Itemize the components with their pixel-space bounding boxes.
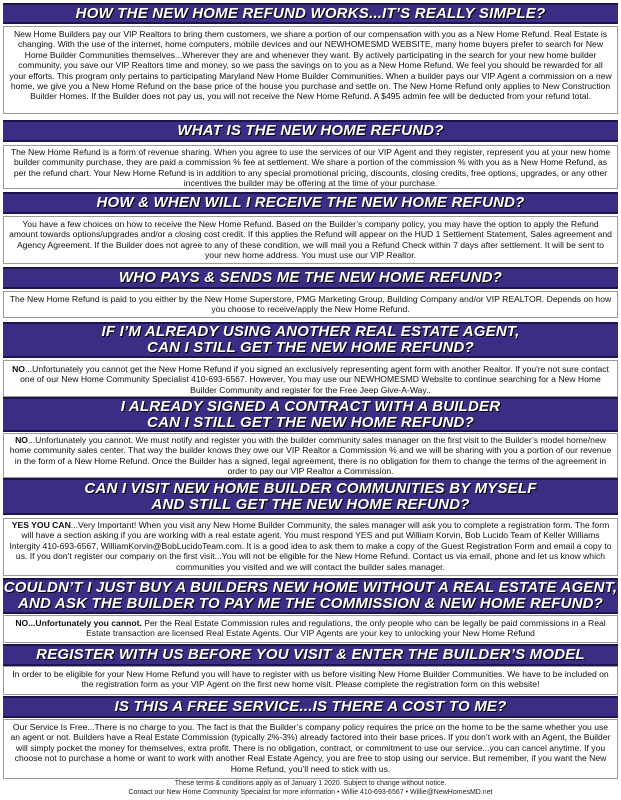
section-heading-signed-contract (3, 397, 618, 432)
section-body-buy-without-agent (3, 615, 618, 643)
body-text: You have a few choices on how to receive the New Home Refund. Based on the Builder’s company policy, you may have the option to apply the Refund amount towards options/upgrades and/or a closing cost credit. If this applies the Refund will appear on the HUD 1 Settlement Statement, Sales agreement and Agency Agreement. If the Builder does not agree to any of these condition, we will mail you a Refund Check within 7 days after settlement. It will be sent to your new home address. You must use our VIP Realtor. (9, 219, 612, 261)
heading-line: CAN I STILL GET THE NEW HOME REFUND? (147, 339, 474, 356)
lead-text: YES YOU CAN (11, 520, 71, 530)
section-heading-buy-without-agent (3, 578, 618, 614)
heading-line: CAN I STILL GET THE NEW HOME REFUND? (147, 413, 474, 431)
body-text: Per the Real Estate Commission rules and regulations, the only people who can be legally be paid commissions in a Real Estate transaction are licensed Real Estate Agents. Our VIP Agents are your key to unlocking your New Home Refund (86, 618, 606, 639)
heading-line: COULDN’T I JUST BUY A BUILDERS NEW HOME WITHOUT A REAL ESTATE AGENT, (3, 579, 618, 596)
section-heading-how-when-receive (3, 192, 618, 214)
section-body-visit-myself (3, 518, 618, 576)
body-text: ...Unfortunately you cannot. We must notify and register you with the builder community sales manager on the first visit to the Builder’s model home/new home community sales center. That way the builder knows they owe our VIP Realtor a Commission % and we will be sharing with you a portion of our revenue in the form of a New Home Refund. Once the Builder has a signed, legal agreement, there is no obligation for them to change the terms of the agreement in order to pay our VIP Realtor a Commission. (9, 435, 612, 477)
section-heading-what-is-refund (3, 120, 618, 142)
section-heading-visit-myself (3, 478, 618, 515)
body-text: ...Unfortunately you cannot get the New Home Refund if you signed an exclusively representing agent form with another Realtor. If you're not sure contact one of our New Home Community Specialist 410-693-6567. However, You may use our NEWHOMESMD Website to continue searching for a New Home Builder Community and register for the Free Jeep Give-A-Way.. (20, 364, 609, 395)
section-body-what-is-refund (3, 145, 618, 189)
heading-line: WHO PAYS & SENDS ME THE NEW HOME REFUND? (118, 269, 503, 286)
lead-text: NO (15, 435, 28, 445)
heading-line: HOW & WHEN WILL I RECEIVE THE NEW HOME REFUND? (96, 194, 525, 211)
body-text: Our Service Is Free...There is no charge to you. The fact is that the Builder’s company policy requires the price on the home to be the same whether you use an agent or not. Builders have a Real Estate Commission (typically 2%-3%) already factored into their base prices. If you don’t work with an Agent, the Builder will simply pocket the money for themselves, extra profit. There is no obligation, contract, or commitment to use our service...you can cancel anytime. If you choose not to purchase a home or want to work with another Real Estate Agency, you are free to stop using our service. But remember, if you want the New Home Refund, you’ll need to stick with us. (10, 722, 611, 774)
lead-text: NO (12, 364, 25, 374)
heading-line: CAN I VISIT NEW HOME BUILDER COMMUNITIES BY MYSELF (84, 479, 537, 497)
heading-line: IF I’M ALREADY USING ANOTHER REAL ESTATE AGENT, (101, 323, 520, 340)
section-body-signed-contract (3, 433, 618, 478)
footer-terms: These terms & conditions apply as of January 1 2020. Subject to change without notice. (174, 780, 447, 787)
section-body-how-when-receive (3, 216, 618, 264)
body-text: In order to be eligible for your New Home Refund you will have to register with us before visiting New Home Builder Communities. We have to be included on the registration form as your VIP Agent on the first new home visit. Please complete the registration form on this website! (12, 669, 609, 690)
section-heading-other-agent (3, 322, 618, 358)
heading-line: WHAT IS THE NEW HOME REFUND? (177, 122, 444, 139)
section-heading-free-service (3, 696, 618, 718)
heading-line: I ALREADY SIGNED A CONTRACT WITH A BUILDER (120, 397, 501, 415)
heading-line: AND STILL GET THE NEW HOME REFUND? (151, 495, 470, 513)
footer (0, 780, 621, 797)
section-heading-who-pays (3, 267, 618, 289)
heading-line: REGISTER WITH US BEFORE YOU VISIT & ENTER THE BUILDER’S MODEL (36, 646, 585, 663)
section-body-register (3, 666, 618, 695)
section-heading-how-it-works (3, 3, 618, 24)
lead-text: NO...Unfortunately you cannot. (15, 618, 142, 628)
section-heading-register (3, 644, 618, 666)
heading-line: HOW THE NEW HOME REFUND WORKS...IT’S REALLY SIMPLE? (75, 4, 546, 22)
section-body-other-agent (3, 360, 618, 397)
section-body-who-pays (3, 291, 618, 318)
body-text: The New Home Refund is a form of revenue sharing. When you agree to use the services of our VIP Agent and they register, represent you at your new home builder community purchase, they are paid a commission % fee at settlement. We share a portion of the commission % with you as a New Home Refund, as per the refund chart. Your New Home Refund is in addition to any special promotional pricing, discounts, closing credits, free options, upgrades, or any other incentives the builder may be offering at the time of your purchase. (10, 147, 611, 189)
body-text: New Home Builders pay our VIP Realtors to bring them customers, we share a portion of our compensation with you as a New Home Refund. Real Estate is changing. With the use of the internet, home computers, mobile devices and our NEWHOMESMD WEBSITE, many home buyers prefer to search for New Home Builder Communities themselves...Wherever they are and whenever they want. By actively participating in the search for your new home builder community, you save our VIP Realtors time and money, so we pass the savings on to you as a New Home Refund. We feel you should be rewarded for all your efforts. This program only pertains to participating Maryland New Home Builder Communities. When a builder pays our VIP Agent a commission on a new home, we give you a New Home Refund on the base price of the house you purchase and settle on. The New Home Refund only applies to New Construction Builder Homes. If the Builder does not pay us, you will not receive the New Home Refund. A $495 admin fee will be deducted from your refund total. (9, 29, 612, 102)
body-text: The New Home Refund is paid to you either by the New Home Superstore, PMG Marketing Group, Building Company and/or VIP REALTOR. Depends on how you choose to receive/apply the New Home Refund. (9, 294, 612, 315)
heading-line: AND ASK THE BUILDER TO PAY ME THE COMMISSION & NEW HOME REFUND? (17, 595, 604, 612)
footer-contact: Contact our New Home Community Specialist for more information • Willie 410-693-6567 • Willie@NewHomesMD.net (128, 788, 493, 796)
section-body-free-service (3, 719, 618, 779)
body-text: ...Very Important! When you visit any New Home Builder Community, the sales manager will ask you to complete a registration form. The form will have a section asking if you are working with a real estate agent. You must respond YES and put William Korvin, Bob Lucido Team of Keller Williams Intergity 410-693-6567, WilliamKorvin@BobLucidoTeam.com. It is a good idea to ask them to make a copy of the Guest Registration Form and email a copy to us. If you don’t register our company on the first visit...You will not be eligible for the New Home Refund. Contact us via email, phone and let us know which communities you visited and we will contact the builder sales manager. (9, 520, 612, 572)
heading-line: IS THIS A FREE SERVICE...IS THERE A COST TO ME? (114, 698, 507, 715)
section-body-how-it-works (3, 26, 618, 114)
